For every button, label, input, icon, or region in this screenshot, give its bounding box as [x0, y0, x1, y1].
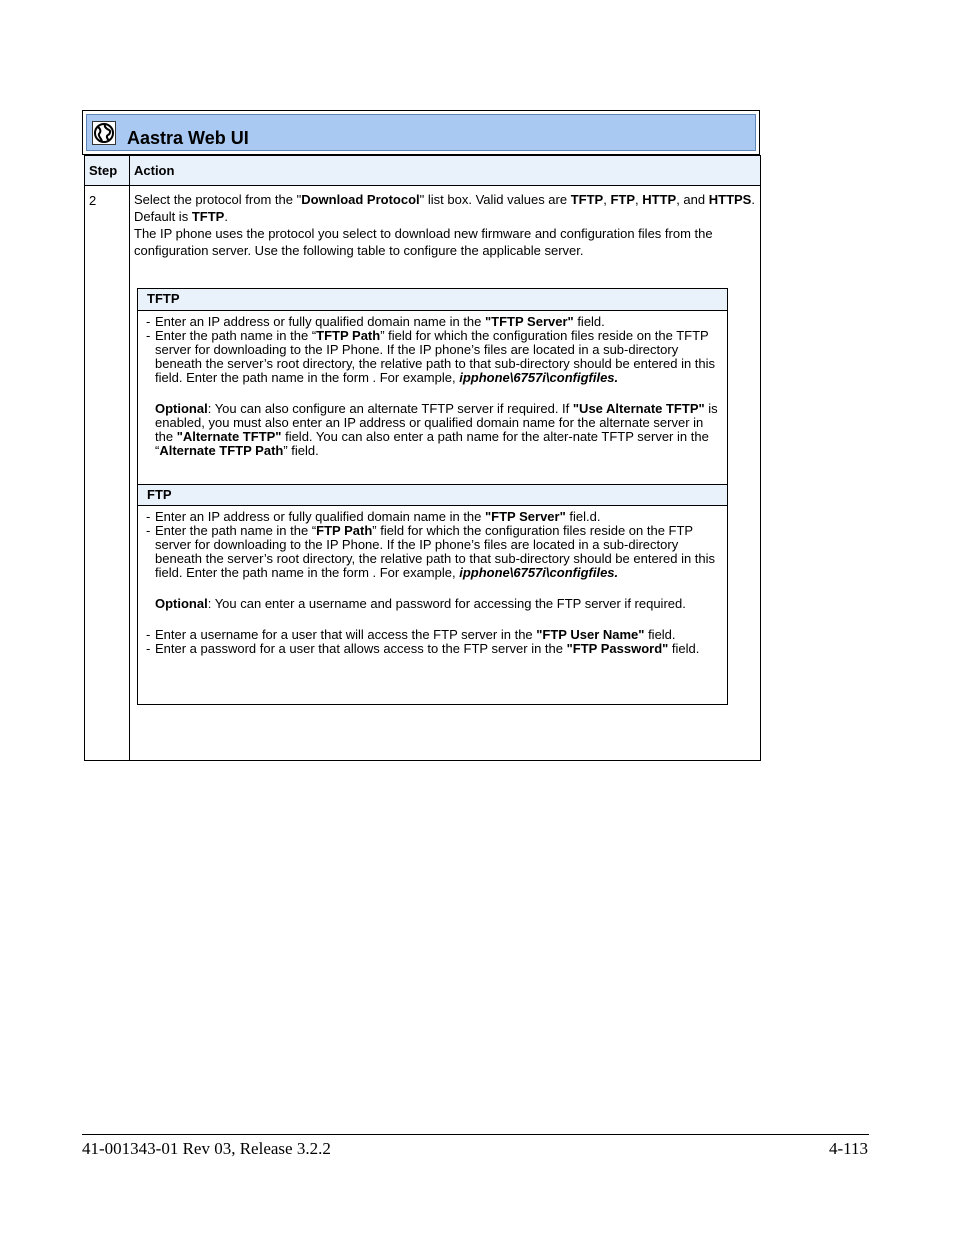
page-number: 4-113 [828, 1139, 868, 1158]
list-item: - Enter an IP address or fully qualified domain name in the "TFTP Server" field. [146, 314, 605, 329]
tftp-body [138, 311, 727, 484]
ftp-optional-note: Optional: You can enter a username and password for accessing the FTP server if required. [155, 596, 686, 611]
tftp-heading: TFTP [138, 289, 727, 311]
list-item: - Enter a password for a user that allows access to the FTP server in the "FTP Password" field. [146, 641, 700, 656]
intro-paragraph: Select the protocol from the "Download Protocol" list box. Valid values are TFTP, FTP, HTTP, and HTTPS. Default is TFTP. [134, 192, 755, 224]
column-header-action: Action [130, 156, 761, 186]
table-header-row [85, 156, 761, 186]
globe-icon [92, 121, 116, 145]
footer-doc-id: 41-001343-01 Rev 03, Release 3.2.2 [82, 1139, 331, 1158]
intro-paragraph: The IP phone uses the protocol you select to download new firmware and configuration files from the configuration server. Use the following table to configure the applicable server. [134, 226, 713, 258]
banner-title: Aastra Web UI [127, 128, 249, 148]
list-item: - Enter the path name in the “TFTP Path” field for which the configuration files reside on the TFTP server for downloading to the IP Phone. If the IP phone’s files are located in a sub-directory beneath the server’s root directory, the relative path to that sub-directory should be entered in this field. Enter the path name in the form . For example, ipphone\6757i\configfiles. [146, 328, 716, 385]
footer-rule [82, 1134, 869, 1135]
tftp-optional-note: Optional: You can also configure an alternate TFTP server if required. If "Use Alternate TFTP" is enabled, you must also enter an IP address or qualified domain name for the alternate server in the "Alternate TFTP" field. You can also enter a path name for the alter-nate TFTP server in the “Alternate TFTP Path” field. [155, 401, 718, 458]
column-header-step: Step [85, 156, 130, 186]
ftp-heading: FTP [138, 484, 727, 506]
step-number: 2 [85, 186, 130, 761]
list-item: - Enter an IP address or fully qualified domain name in the "FTP Server" fiel.d. [146, 509, 601, 524]
list-item: - Enter the path name in the “FTP Path” field for which the configuration files reside on the FTP server for downloading to the IP Phone. If the IP phone’s files are located in a sub-directory beneath the server’s root directory, the relative path to that sub-directory should be entered in this field. Enter the path name in the form . For example, ipphone\6757i\configfiles. [146, 523, 716, 580]
header-frame [82, 110, 760, 155]
banner [86, 114, 756, 151]
ftp-body [138, 506, 727, 656]
server-config-table [137, 288, 728, 705]
list-item: - Enter a username for a user that will access the FTP server in the "FTP User Name" field. [146, 627, 676, 642]
